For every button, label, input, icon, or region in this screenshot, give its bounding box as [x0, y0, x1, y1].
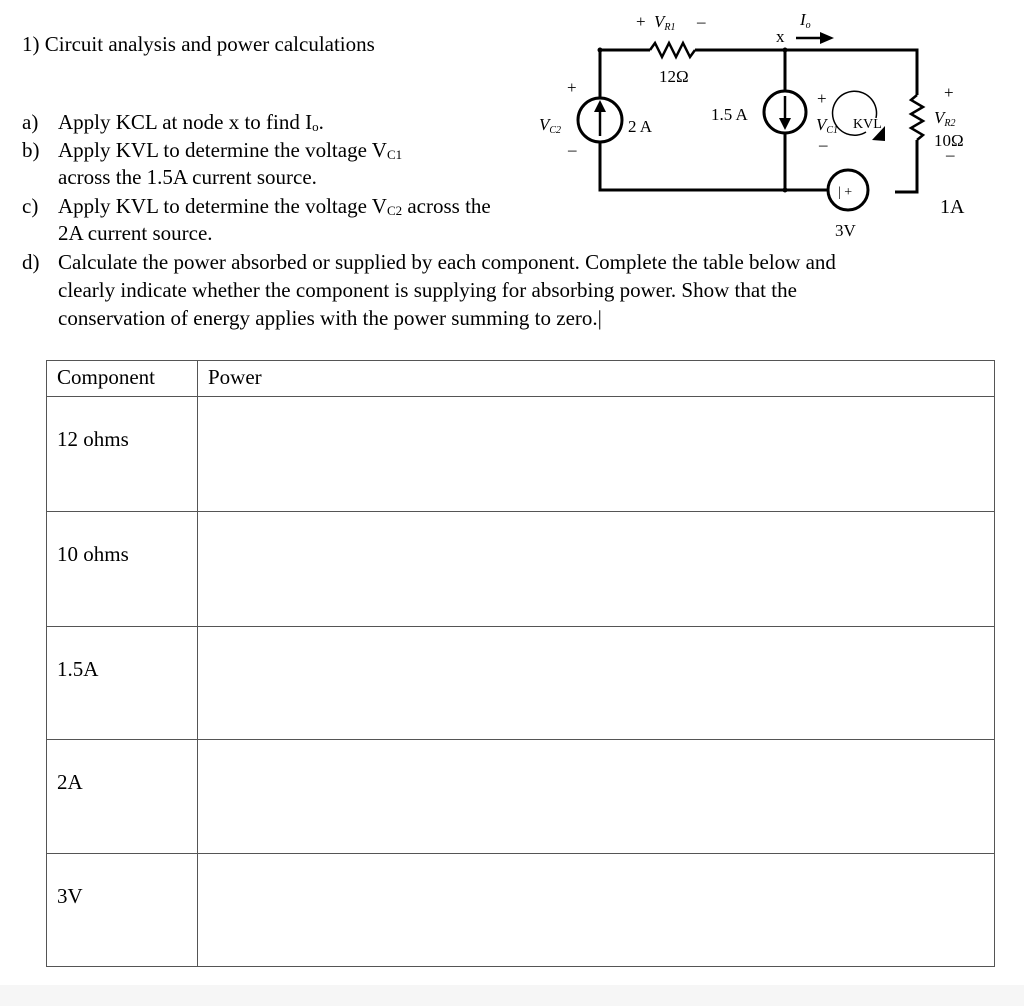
- question-b-marker: b): [22, 138, 40, 162]
- vr1-plus: +: [636, 12, 646, 31]
- source-1-5a-label: 1.5 A: [711, 105, 748, 124]
- question-d-marker: d): [22, 250, 40, 274]
- power-table: [46, 360, 995, 967]
- vc1-plus: +: [817, 89, 827, 108]
- power-cell[interactable]: [198, 854, 995, 967]
- component-cell: 3V: [47, 854, 198, 967]
- table-row: [47, 512, 995, 627]
- r2-value: 10Ω: [934, 131, 964, 150]
- question-b-sub: C1: [386, 147, 403, 162]
- wire-top-right: [695, 50, 917, 95]
- power-cell[interactable]: [198, 740, 995, 854]
- r1-value: 12Ω: [659, 67, 689, 86]
- current-1a-label: 1A: [940, 196, 965, 218]
- problem-title: 1) Circuit analysis and power calculations: [22, 32, 375, 56]
- node-x-label: x: [776, 27, 785, 46]
- table-row: [47, 627, 995, 740]
- power-cell[interactable]: [198, 512, 995, 627]
- vr2-minus: –: [946, 145, 955, 164]
- io-label: Io: [800, 10, 811, 31]
- vr2-label: VR2: [934, 108, 956, 129]
- source-3v-polarity: | +: [838, 185, 853, 200]
- source-3v-label: 3V: [835, 221, 856, 240]
- question-d-line1: Calculate the power absorbed or supplied by each component. Complete the table below and: [58, 250, 836, 274]
- question-a-marker: a): [22, 110, 39, 134]
- question-a-end: .: [318, 110, 324, 134]
- question-c-text: Apply KVL to determine the voltage V: [58, 194, 387, 218]
- resistor-12-ohm: [650, 43, 695, 57]
- table-header-row: [47, 361, 995, 397]
- vc1-label: VC1: [816, 115, 839, 136]
- question-b-line2: across the 1.5A current source.: [58, 165, 317, 189]
- question-a-sub: o: [312, 119, 319, 134]
- question-c-sub: C2: [386, 203, 403, 218]
- component-cell: 2A: [47, 740, 198, 854]
- power-cell[interactable]: [198, 397, 995, 512]
- arrow-up-head: [594, 100, 606, 112]
- component-cell: 12 ohms: [47, 397, 198, 512]
- question-c-line2: 2A current source.: [58, 221, 213, 245]
- kvl-label: KVL: [853, 117, 882, 132]
- table-row: [47, 854, 995, 967]
- question-b-text: Apply KVL to determine the voltage V: [58, 138, 387, 162]
- vr1-label: VR1: [654, 12, 676, 33]
- question-c-marker: c): [22, 194, 39, 218]
- component-cell: 1.5A: [47, 627, 198, 740]
- table-row: [47, 740, 995, 854]
- question-d-line3: conservation of energy applies with the power summing to zero.|: [58, 306, 602, 330]
- io-arrow-head: [820, 32, 834, 44]
- source-2a-label: 2 A: [628, 117, 653, 136]
- header-component: Component: [47, 361, 198, 397]
- resistor-10-ohm: [911, 95, 923, 140]
- page-footer-band: [0, 985, 1024, 1006]
- vr2-plus: +: [944, 83, 954, 102]
- component-cell: 10 ohms: [47, 512, 198, 627]
- question-c-text-end: across the: [402, 194, 491, 218]
- table-row: [47, 397, 995, 512]
- vc2-plus: +: [567, 78, 577, 97]
- circuit-diagram: [0, 0, 1024, 250]
- question-d-line2: clearly indicate whether the component is supplying for absorbing power. Show that the: [58, 278, 797, 302]
- question-a-text: Apply KCL at node x to find I: [58, 110, 313, 134]
- arrow-down-head: [779, 118, 791, 130]
- power-cell[interactable]: [198, 627, 995, 740]
- vc1-minus: –: [819, 135, 828, 154]
- vc2-label: VC2: [539, 115, 562, 136]
- header-power: Power: [198, 361, 995, 397]
- vc2-minus: –: [568, 140, 577, 159]
- vr1-minus: –: [697, 12, 706, 31]
